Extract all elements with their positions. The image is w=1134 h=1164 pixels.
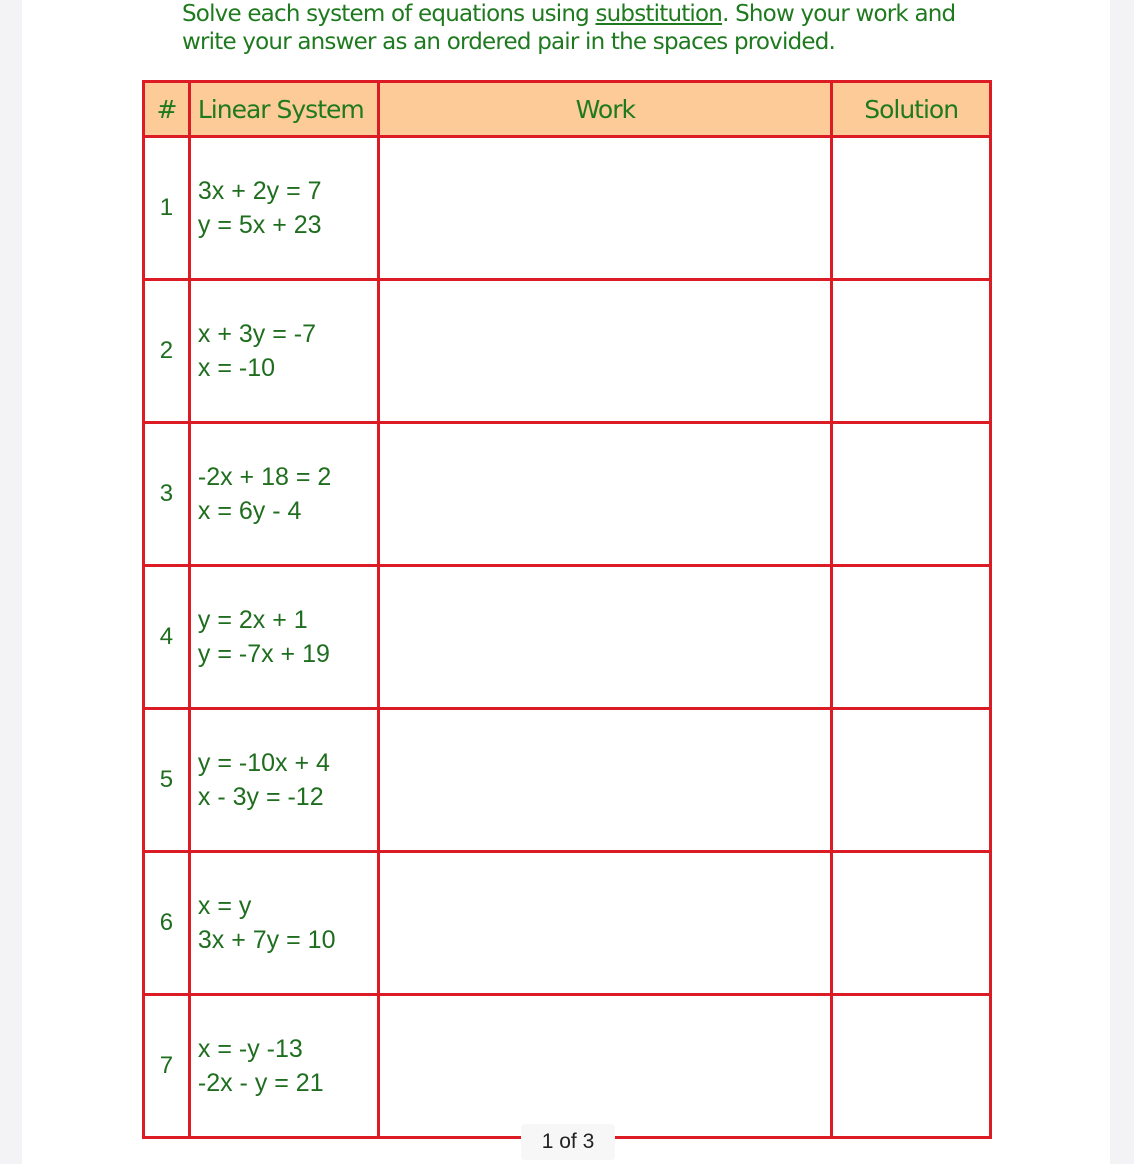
table-row bbox=[144, 137, 991, 280]
linear-system bbox=[189, 709, 379, 852]
solution-cell[interactable] bbox=[832, 566, 991, 709]
work-cell[interactable] bbox=[379, 995, 832, 1138]
table-row bbox=[144, 566, 991, 709]
work-cell[interactable] bbox=[379, 280, 832, 423]
table-row bbox=[144, 852, 991, 995]
equation-2: x - 3y = -12 bbox=[197, 783, 324, 811]
instructions-emphasis: substitution bbox=[595, 1, 723, 27]
header-linear-system: Linear System bbox=[189, 82, 379, 137]
table-row bbox=[144, 709, 991, 852]
equation-2: -2x - y = 21 bbox=[197, 1069, 324, 1097]
systems-table bbox=[142, 80, 992, 1139]
linear-system bbox=[189, 566, 379, 709]
row-number: 4 bbox=[144, 566, 190, 709]
solution-cell[interactable] bbox=[832, 280, 991, 423]
row-number: 3 bbox=[144, 423, 190, 566]
work-cell[interactable] bbox=[379, 423, 832, 566]
equation-1: y = -10x + 4 bbox=[197, 749, 330, 777]
linear-system bbox=[189, 280, 379, 423]
header-solution: Solution bbox=[832, 82, 991, 137]
solution-cell[interactable] bbox=[832, 137, 991, 280]
equation-2: x = -10 bbox=[197, 354, 275, 382]
work-cell[interactable] bbox=[379, 709, 832, 852]
instructions bbox=[182, 0, 955, 56]
instructions-text: write your answer as an ordered pair in the spaces provided. bbox=[182, 29, 836, 55]
work-cell[interactable] bbox=[379, 852, 832, 995]
linear-system bbox=[189, 137, 379, 280]
equation-1: x = -y -13 bbox=[197, 1035, 303, 1063]
work-cell[interactable] bbox=[379, 566, 832, 709]
work-cell[interactable] bbox=[379, 137, 832, 280]
equation-1: -2x + 18 = 2 bbox=[197, 463, 332, 491]
table-header bbox=[144, 82, 991, 137]
linear-system bbox=[189, 423, 379, 566]
header-work: Work bbox=[379, 82, 832, 137]
table-row bbox=[144, 280, 991, 423]
instructions-text: Solve each system of equations using bbox=[182, 1, 596, 27]
instructions-text: . Show your work and bbox=[722, 1, 956, 27]
solution-cell[interactable] bbox=[832, 995, 991, 1138]
page-indicator: 1 of 3 bbox=[521, 1124, 615, 1160]
equation-2: x = 6y - 4 bbox=[197, 497, 302, 525]
equation-1: x + 3y = -7 bbox=[197, 320, 316, 348]
row-number: 1 bbox=[144, 137, 190, 280]
equation-2: y = -7x + 19 bbox=[197, 640, 330, 668]
table-row bbox=[144, 995, 991, 1138]
equation-2: 3x + 7y = 10 bbox=[197, 926, 336, 954]
equation-1: 3x + 2y = 7 bbox=[197, 177, 322, 205]
table-row bbox=[144, 423, 991, 566]
equation-2: y = 5x + 23 bbox=[197, 211, 322, 239]
equation-1: y = 2x + 1 bbox=[197, 606, 308, 634]
solution-cell[interactable] bbox=[832, 709, 991, 852]
equation-1: x = y bbox=[197, 892, 252, 920]
linear-system bbox=[189, 852, 379, 995]
solution-cell[interactable] bbox=[832, 423, 991, 566]
row-number: 7 bbox=[144, 995, 190, 1138]
row-number: 6 bbox=[144, 852, 190, 995]
row-number: 5 bbox=[144, 709, 190, 852]
row-number: 2 bbox=[144, 280, 190, 423]
solution-cell[interactable] bbox=[832, 852, 991, 995]
linear-system bbox=[189, 995, 379, 1138]
header-number: # bbox=[144, 82, 190, 137]
